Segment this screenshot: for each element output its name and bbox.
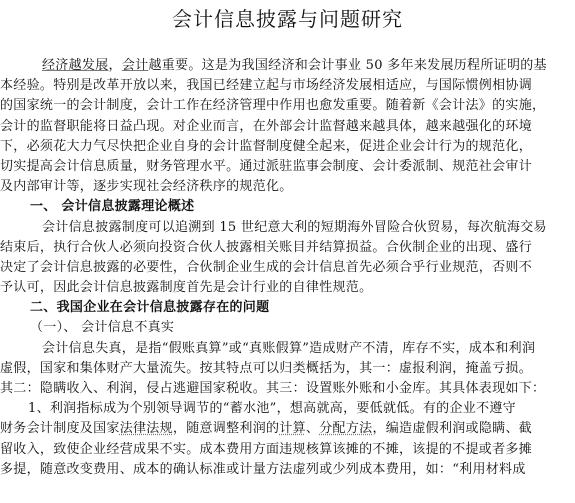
paragraph-line [0,117,575,137]
paragraph-line [0,137,575,157]
paragraph-line [0,157,575,177]
text-run: 财务会计制度及国家 [0,421,120,437]
text-run: 留收入，致使企业经营成果不实。成本费用方面违规核算该摊的不摊，该提的不提或者多摊 [0,441,533,457]
paragraph-line [0,419,575,439]
text-run: ， [108,58,122,73]
text-run: 一、 会计信息披露理论概述 [30,199,195,215]
text-run: 结束后，执行合伙人必须向投资合伙人披露相关账目并结算损益。合伙制企业的出现、盛行 [0,239,533,255]
paragraph-line [0,318,575,338]
section-heading-line [0,298,575,318]
paragraph-line [0,238,575,258]
document-title: 会计信息披露与问题研究 [172,7,403,31]
paragraph-line [0,359,575,379]
text-run: 会计信息失真，是指“假账真算”或“真账假算”造成财产不清，库存不实，成本和利润 [42,340,536,356]
paragraph-line [0,177,575,197]
dotted-underlined-text: 分配方法 [319,421,373,437]
text-run: 本经验。特别是改革开放以来，我国已经建立起与市场经济发展相适应，与国际惯例相协调 [0,78,533,94]
text-run: 虚假，国家和集体财产大量流失。按其特点可以归类概括为，其一：虚报利润，掩盖亏损。 [0,360,533,376]
paragraph-line [0,278,575,298]
text-run: 多提，随意改变费用、成本的确认标准或计量方法虚列或少列成本费用，如：“利用材料成 [0,461,526,477]
text-run: 二、我国企业在会计信息披露存在的问题 [30,300,270,316]
paragraph-line [0,339,575,359]
text-run: （一）、 会计信息不真实 [30,320,175,336]
paragraph-line [0,56,575,76]
text-run: ，编造虚假利润或隐瞒、截 [372,421,533,437]
text-run: 其二：隐瞒收入、利润，侵占逃避国家税收。其三：设置账外账和小金库。其具体表现如下： [0,381,546,396]
paragraph-line [0,399,575,419]
dotted-underlined-text: 计算 [279,421,306,437]
text-run: 1、利润指标成为个别领导调节的“蓄水池”，想高就高，要低就低。有的企业不遵守 [28,401,516,417]
document-body [0,56,575,480]
text-run: 会计信息披露制度可以追溯到 15 世纪意大利的短期海外冒险合伙贸易，每次航海交易 [42,219,547,235]
text-run: 及内部审计等，逐步实现社会经济秩序的规范化。 [0,179,293,195]
text-run: 的国家统一的会计制度，会计工作在经济管理中作用也愈发重要。随着新《会计法》的实施， [0,98,546,114]
text-run: 切实提高会计信息质量，财务管理水平。通过派驻监事会制度、会计委派制、规范社会审计 [0,158,533,174]
paragraph-line [0,76,575,96]
text-run: 、 [305,421,320,437]
text-run: 予认可，因此会计信息披露制度首先是会计行业的自律性规范。 [0,280,373,296]
paragraph-line [0,460,575,480]
underlined-text: 会计 [121,58,149,73]
paragraph-line [0,258,575,278]
dotted-underlined-text: 法律法规 [119,421,173,437]
paragraph-line [0,379,575,399]
text-run: 决定了会计信息披露的必要性，合伙制企业生成的会计信息首先必须合乎行业规范，否则不 [0,259,533,275]
paragraph-line [0,218,575,238]
section-heading-line [0,197,575,217]
text-run: ，随意调整利润的 [172,421,280,437]
text-run: 会计的监督职能将日益凸现。对企业而言，在外部会计监督越来越具体，越来越强化的环境 [0,118,533,134]
underlined-text: 经济越发展 [42,58,109,73]
paragraph-line [0,440,575,460]
text-run: 越重要。这是为我国经济和会计事业 50 多年来发展历程所证明的基 [148,58,547,73]
text-run: 下，必须花大力气尽快把企业自身的会计监督制度健全起来，促进企业会计行为的规范化， [0,138,533,154]
paragraph-line [0,96,575,116]
